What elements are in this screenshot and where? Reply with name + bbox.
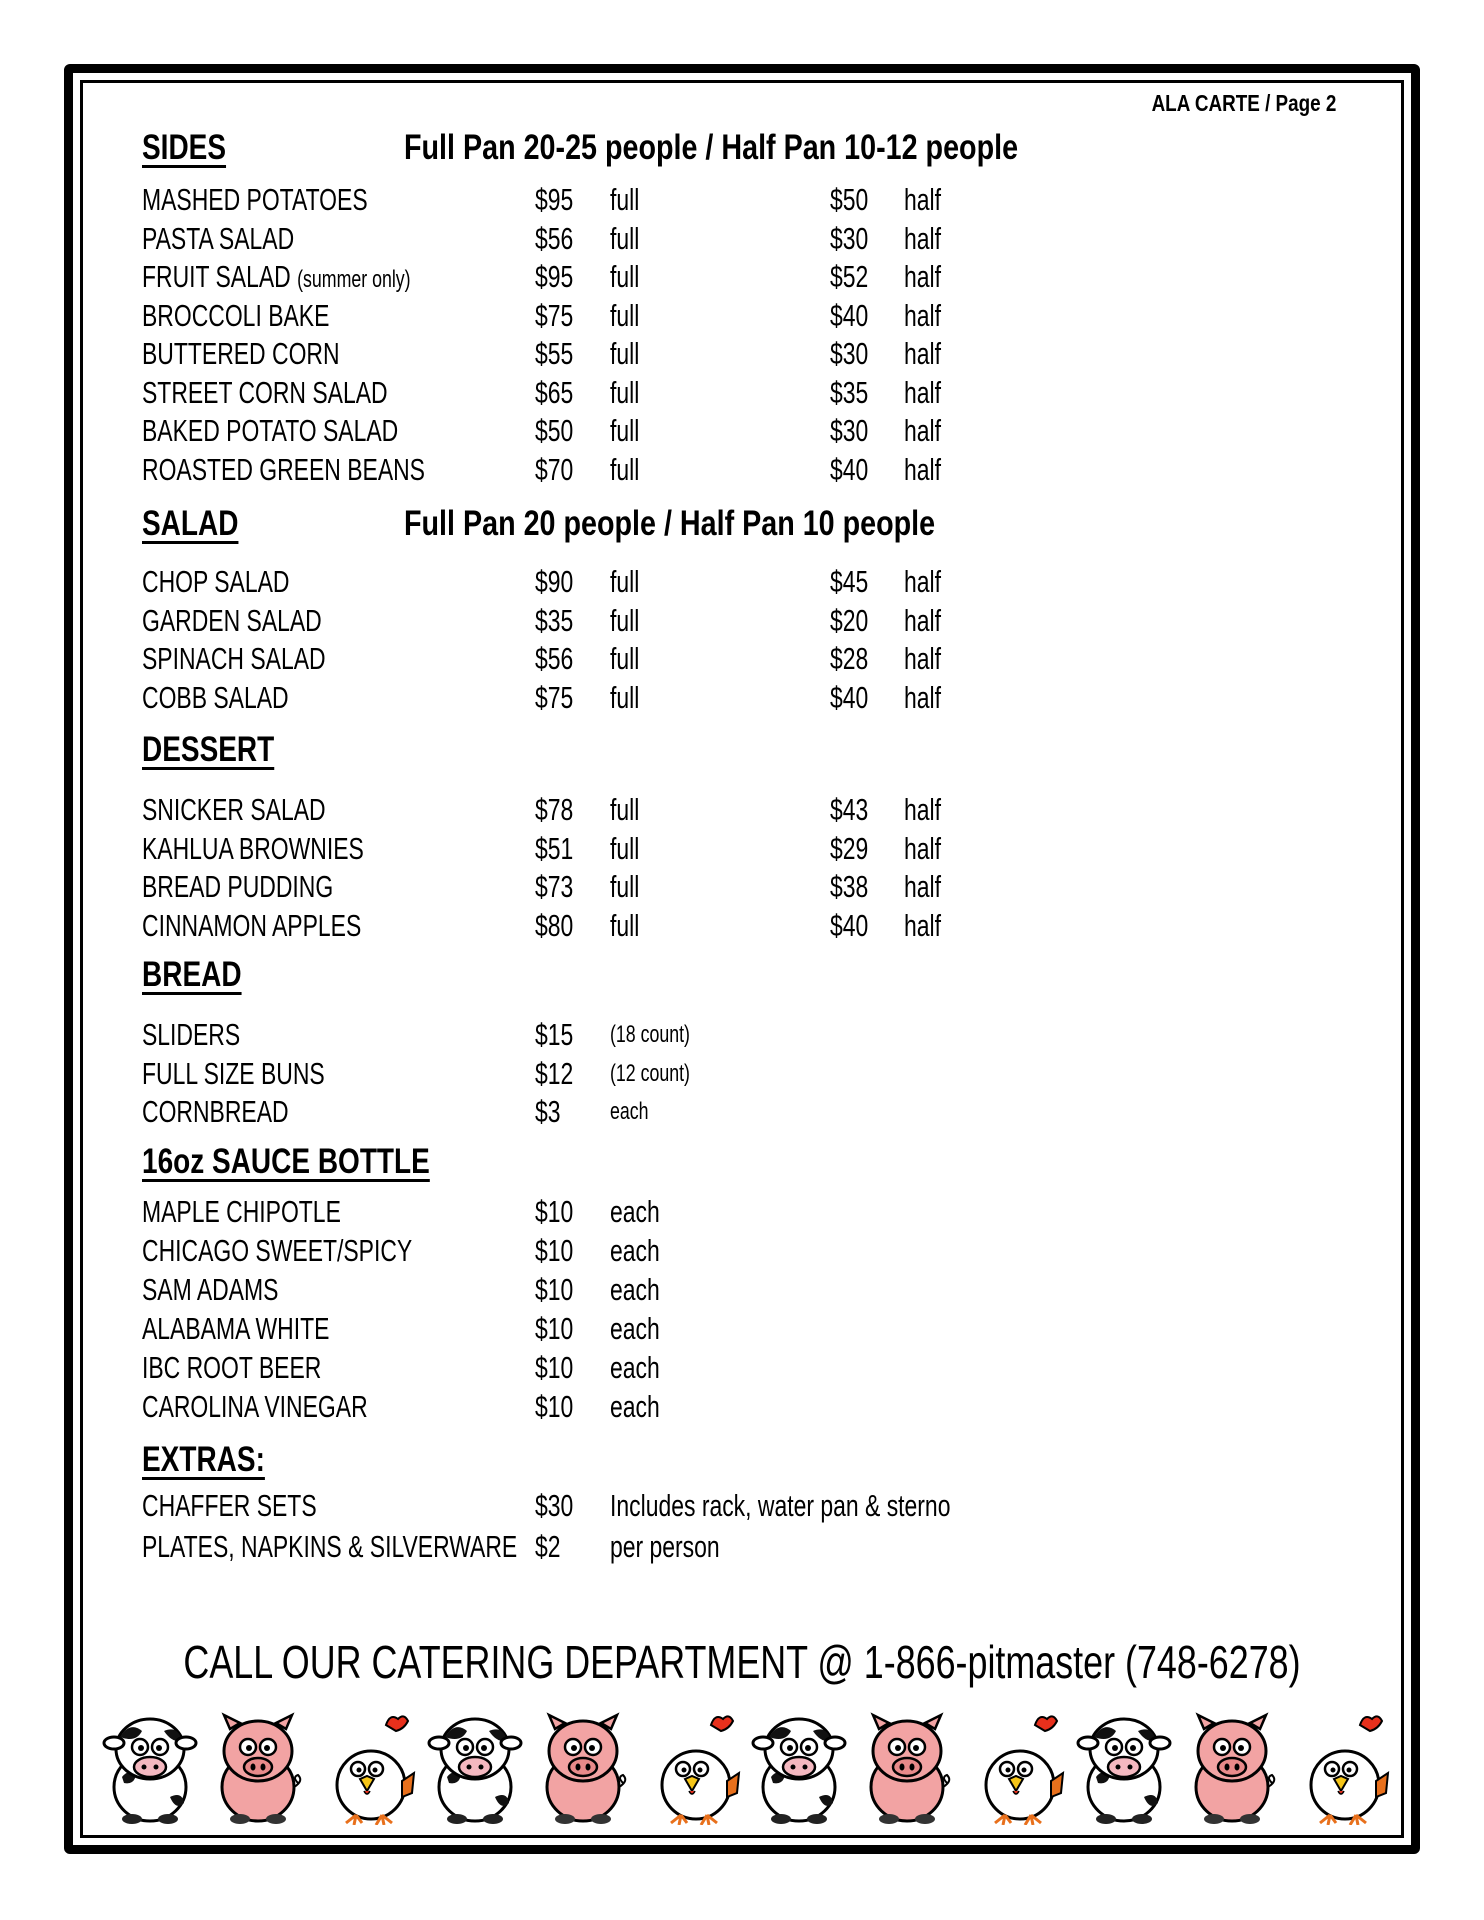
item-name-text: IBC ROOT BEER (142, 1350, 322, 1385)
item-name-text: BROCCOLI BAKE (142, 297, 330, 333)
section-sides (142, 128, 1292, 487)
item-name-text: CINNAMON APPLES (142, 907, 362, 943)
full-price: $95 (535, 259, 574, 294)
section-bread (142, 955, 1292, 1129)
section-dessert (142, 730, 1292, 943)
page-label: ALA CARTE / Page 2 (1151, 90, 1336, 116)
half-unit: half (904, 182, 941, 217)
item-name (142, 1389, 368, 1425)
item-name (142, 1056, 325, 1092)
section-subtitle: Full Pan 20-25 people / Half Pan 10-12 people (404, 128, 1019, 167)
item-name (142, 298, 329, 334)
full-unit: full (610, 297, 640, 333)
full-unit: full (610, 374, 640, 410)
half-unit: half (904, 792, 941, 827)
item-price: $10 (535, 1389, 574, 1424)
animal-border (100, 1705, 1390, 1825)
item-list (142, 564, 1292, 718)
item-note: (summer only) (297, 266, 411, 293)
item-name (142, 452, 425, 488)
item-name (142, 869, 333, 905)
half-unit: half (904, 259, 941, 294)
menu-item-row (142, 1389, 1292, 1428)
full-unit: full (610, 451, 640, 487)
item-name-text: PASTA SALAD (142, 220, 295, 256)
half-price: $35 (830, 374, 869, 410)
full-price: $50 (535, 413, 574, 448)
half-unit: half (904, 297, 941, 333)
item-name-text: PLATES, NAPKINS & SILVERWARE (142, 1529, 518, 1564)
chicken-icon (1290, 1707, 1390, 1825)
menu-item-row (142, 1529, 1292, 1570)
half-unit: half (904, 641, 941, 676)
menu-item-row (142, 375, 1292, 414)
item-name-text: CHAFFER SETS (142, 1488, 317, 1523)
menu-item-row (142, 1233, 1292, 1272)
item-name (142, 259, 411, 295)
item-name (142, 413, 398, 449)
item-name-text: KAHLUA BROWNIES (142, 830, 364, 866)
full-price: $90 (535, 564, 574, 599)
item-name (142, 1272, 278, 1308)
chicken-icon (316, 1707, 416, 1825)
item-name-text: SLIDERS (142, 1017, 241, 1052)
item-name-text: ROASTED GREEN BEANS (142, 451, 425, 487)
full-unit: full (610, 336, 640, 371)
menu-item-row (142, 831, 1292, 870)
pig-icon (857, 1707, 957, 1825)
menu-item-row (142, 182, 1292, 221)
half-unit: half (904, 830, 941, 866)
item-name-text: BAKED POTATO SALAD (142, 413, 399, 448)
section-title: BREAD (142, 955, 242, 994)
menu-item-row (142, 1017, 1292, 1056)
full-price: $35 (535, 602, 574, 638)
pig-icon (208, 1707, 308, 1825)
full-unit: full (610, 220, 640, 256)
menu-item-row (142, 1056, 1292, 1095)
half-price: $38 (830, 869, 869, 904)
menu-item-row (142, 298, 1292, 337)
full-price: $55 (535, 336, 574, 371)
item-name (142, 1350, 321, 1386)
section-title: DESSERT (142, 730, 275, 769)
item-name-text: BREAD PUDDING (142, 869, 334, 904)
full-unit: full (610, 830, 640, 866)
half-unit: half (904, 413, 941, 448)
half-unit: half (904, 220, 941, 256)
menu-item-row (142, 1488, 1292, 1529)
item-price: $3 (535, 1094, 561, 1129)
catering-phone-line: CALL OUR CATERING DEPARTMENT @ 1-866-pitmaster (748-6278) (183, 1636, 1301, 1688)
full-price: $65 (535, 374, 574, 410)
item-price: $10 (535, 1194, 574, 1229)
item-unit: each (610, 1194, 660, 1229)
item-unit: (12 count) (610, 1059, 690, 1087)
item-name-text: BUTTERED CORN (142, 336, 340, 371)
chicken-icon (641, 1707, 741, 1825)
item-name (142, 1017, 240, 1053)
section-subtitle: Full Pan 20 people / Half Pan 10 people (404, 504, 936, 543)
cow-icon (100, 1707, 200, 1825)
full-price: $75 (535, 679, 574, 715)
item-price: $10 (535, 1350, 574, 1385)
item-name (142, 1529, 517, 1565)
item-price: $10 (535, 1311, 574, 1346)
item-price: $2 (535, 1529, 561, 1564)
menu-item-row (142, 413, 1292, 452)
half-unit: half (904, 679, 941, 715)
item-name-text: SNICKER SALAD (142, 792, 326, 827)
menu-item-row (142, 564, 1292, 603)
item-name (142, 1311, 329, 1347)
item-price: $10 (535, 1272, 574, 1307)
full-unit: full (610, 641, 640, 676)
half-price: $30 (830, 413, 869, 448)
item-list (142, 792, 1292, 946)
menu-item-row (142, 221, 1292, 260)
item-unit: each (610, 1311, 660, 1346)
full-price: $95 (535, 182, 574, 217)
item-unit: each (610, 1350, 660, 1385)
chicken-icon (965, 1707, 1065, 1825)
item-name (142, 1194, 341, 1230)
full-price: $80 (535, 907, 574, 943)
full-unit: full (610, 679, 640, 715)
item-list (142, 1017, 1292, 1133)
section-title: SIDES (142, 128, 227, 167)
half-price: $43 (830, 792, 869, 827)
item-name (142, 375, 388, 411)
half-price: $40 (830, 907, 869, 943)
item-name-text: CHICAGO SWEET/SPICY (142, 1233, 413, 1268)
section-extras (142, 1440, 1292, 1566)
item-name-text: SPINACH SALAD (142, 641, 326, 676)
menu-item-row (142, 1350, 1292, 1389)
item-name-text: CHOP SALAD (142, 564, 290, 599)
half-price: $40 (830, 451, 869, 487)
item-list (142, 1194, 1292, 1428)
full-unit: full (610, 413, 640, 448)
full-unit: full (610, 564, 640, 599)
full-unit: full (610, 182, 640, 217)
item-unit: each (610, 1098, 649, 1125)
menu-item-row (142, 1194, 1292, 1233)
full-unit: full (610, 602, 640, 638)
full-price: $51 (535, 830, 574, 866)
full-unit: full (610, 869, 640, 904)
menu-item-row (142, 336, 1292, 375)
half-price: $52 (830, 259, 869, 294)
menu-item-row (142, 452, 1292, 491)
half-unit: half (904, 564, 941, 599)
pig-icon (1182, 1707, 1282, 1825)
item-name-text: MASHED POTATOES (142, 182, 368, 217)
section-salad (142, 504, 1292, 715)
half-price: $29 (830, 830, 869, 866)
menu-item-row (142, 908, 1292, 947)
item-name-text: SAM ADAMS (142, 1272, 279, 1307)
half-unit: half (904, 907, 941, 943)
item-unit: per person (610, 1529, 720, 1564)
half-unit: half (904, 451, 941, 487)
item-name-text: ALABAMA WHITE (142, 1311, 330, 1346)
full-price: $56 (535, 641, 574, 676)
menu-item-row (142, 1311, 1292, 1350)
menu-item-row (142, 792, 1292, 831)
full-unit: full (610, 907, 640, 943)
item-name (142, 182, 368, 218)
full-unit: full (610, 792, 640, 827)
menu-item-row (142, 259, 1292, 298)
menu-item-row (142, 1272, 1292, 1311)
item-name-text: STREET CORN SALAD (142, 374, 388, 410)
item-price: $15 (535, 1017, 574, 1052)
half-price: $30 (830, 336, 869, 371)
item-name (142, 908, 361, 944)
item-name-text: FULL SIZE BUNS (142, 1055, 325, 1091)
item-name-text: MAPLE CHIPOTLE (142, 1194, 341, 1229)
item-name (142, 641, 326, 677)
half-unit: half (904, 336, 941, 371)
item-unit: (18 count) (610, 1021, 690, 1048)
cow-icon (425, 1707, 525, 1825)
half-price: $50 (830, 182, 869, 217)
section-title: EXTRAS: (142, 1440, 265, 1479)
item-unit: each (610, 1233, 660, 1268)
pig-icon (533, 1707, 633, 1825)
item-name (142, 1233, 412, 1269)
section-sauce-bottle (142, 1142, 1292, 1424)
item-name (142, 221, 294, 257)
menu-item-row (142, 1094, 1292, 1133)
item-unit: each (610, 1389, 660, 1424)
item-name (142, 564, 289, 600)
menu-item-row (142, 603, 1292, 642)
menu-item-row (142, 680, 1292, 719)
item-name-text: CAROLINA VINEGAR (142, 1389, 368, 1424)
half-price: $40 (830, 679, 869, 715)
half-price: $45 (830, 564, 869, 599)
half-unit: half (904, 374, 941, 410)
item-unit: each (610, 1272, 660, 1307)
item-list (142, 182, 1292, 490)
item-price: $12 (535, 1055, 574, 1091)
menu-item-row (142, 641, 1292, 680)
half-price: $40 (830, 297, 869, 333)
item-name (142, 1094, 289, 1130)
section-title: 16oz SAUCE BOTTLE (142, 1142, 430, 1181)
item-name (142, 680, 289, 716)
full-price: $75 (535, 297, 574, 333)
cow-icon (1074, 1707, 1174, 1825)
item-name-text: COBB SALAD (142, 679, 289, 715)
item-name (142, 1488, 317, 1524)
full-price: $73 (535, 869, 574, 904)
full-unit: full (610, 259, 640, 294)
item-name (142, 792, 326, 828)
half-price: $20 (830, 602, 869, 638)
item-name (142, 336, 340, 372)
item-name-text: GARDEN SALAD (142, 602, 322, 638)
item-name-text: CORNBREAD (142, 1094, 289, 1129)
item-unit: Includes rack, water pan & sterno (610, 1488, 951, 1523)
full-price: $56 (535, 220, 574, 256)
item-name (142, 831, 364, 867)
menu-item-row (142, 869, 1292, 908)
half-price: $30 (830, 220, 869, 256)
full-price: $78 (535, 792, 574, 827)
half-unit: half (904, 869, 941, 904)
half-price: $28 (830, 641, 869, 676)
item-name (142, 603, 322, 639)
item-name-text: FRUIT SALAD (142, 259, 291, 294)
section-title: SALAD (142, 504, 239, 543)
cow-icon (749, 1707, 849, 1825)
item-list (142, 1488, 1292, 1570)
full-price: $70 (535, 451, 574, 487)
half-unit: half (904, 602, 941, 638)
item-price: $10 (535, 1233, 574, 1268)
item-price: $30 (535, 1488, 574, 1523)
